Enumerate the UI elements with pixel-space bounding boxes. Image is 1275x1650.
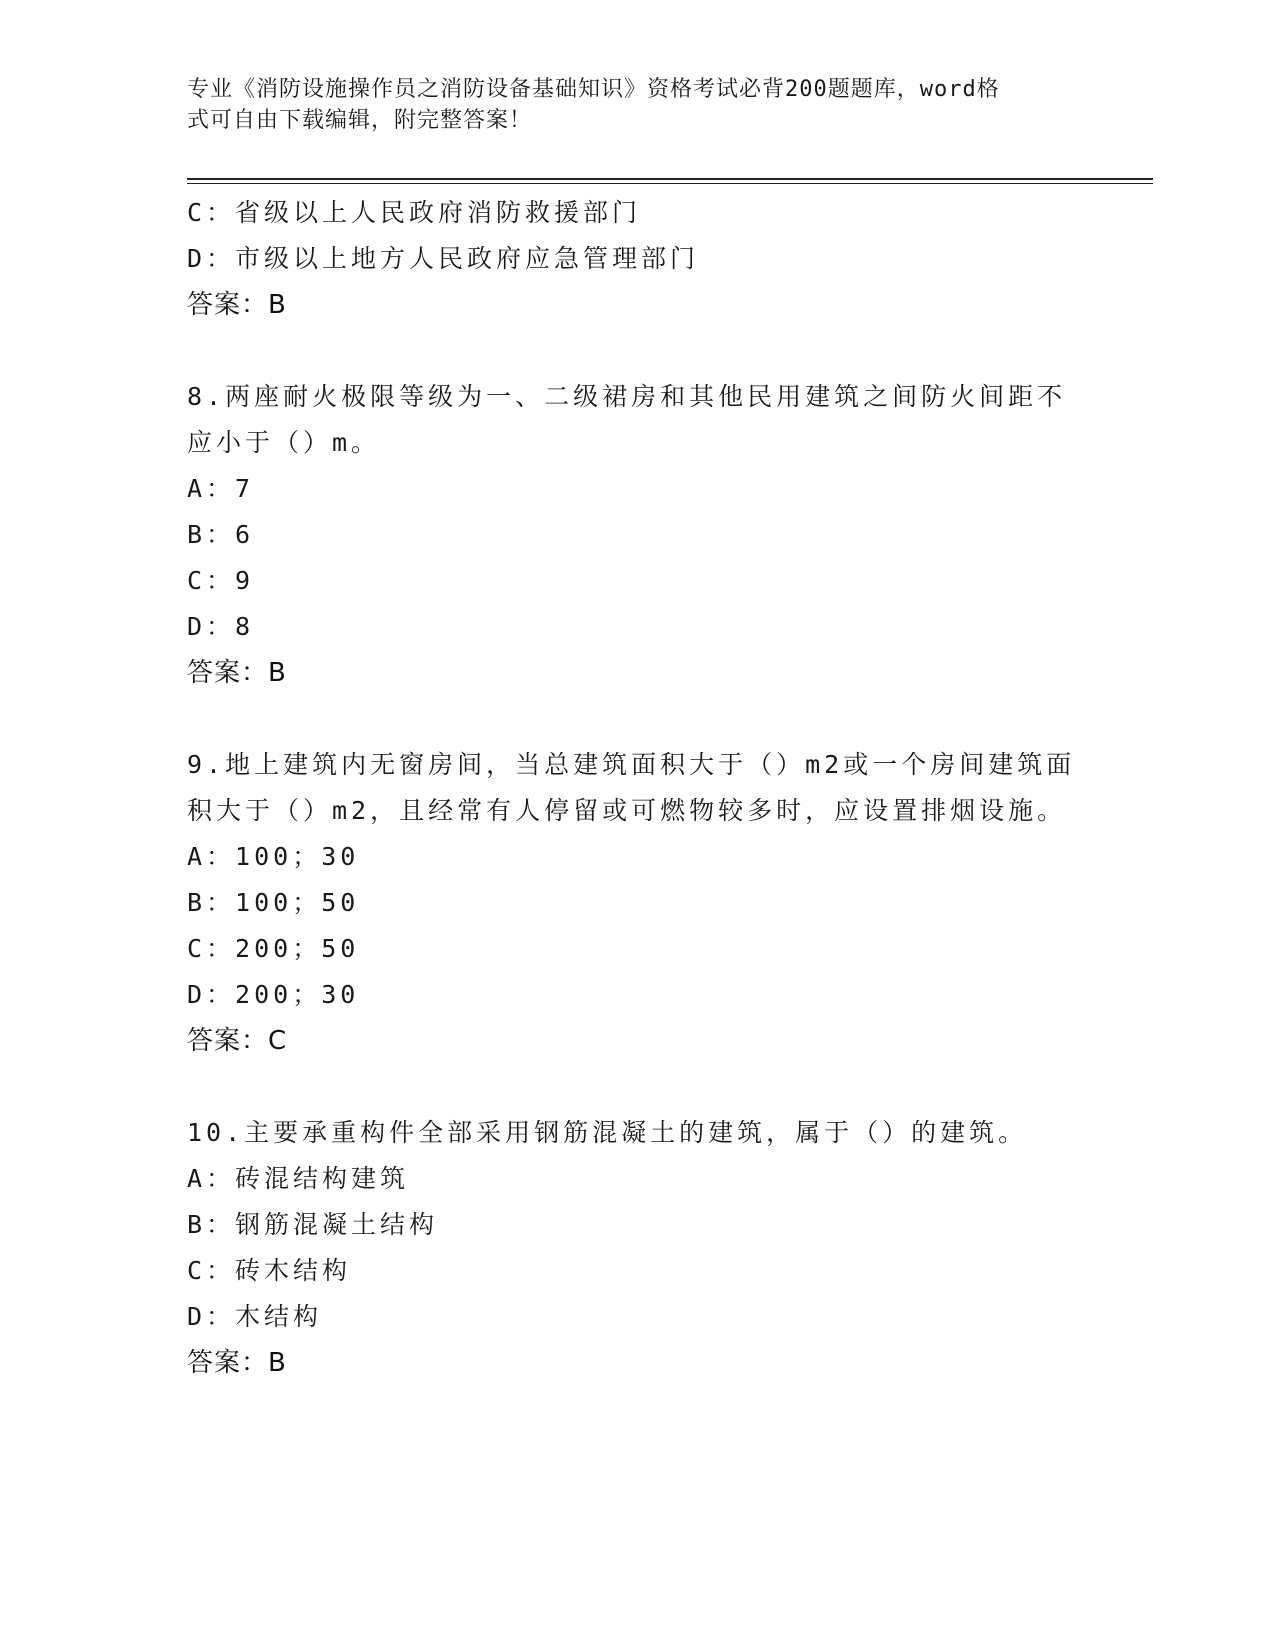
answer-line: 答案：C — [187, 1026, 288, 1056]
option-d: D：8 — [187, 612, 255, 641]
question-gap — [187, 696, 1067, 742]
answer-line: 答案：B — [187, 1348, 287, 1378]
document-body — [187, 190, 1076, 1386]
question-stem-line-2: 应小于（）m。 — [187, 428, 381, 457]
answer-line: 答案：B — [187, 290, 287, 320]
answer-line: 答案：B — [187, 658, 287, 688]
page-header — [187, 74, 1067, 136]
option-b: B：100；50 — [187, 888, 360, 917]
question-7-tail — [187, 190, 1067, 328]
option-b: B：钢筋混凝土结构 — [187, 1210, 439, 1239]
option-a: A：100；30 — [187, 842, 360, 871]
option-d: D：200；30 — [187, 980, 360, 1009]
question-8 — [187, 374, 1067, 696]
question-stem-line-1: 10.主要承重构件全部采用钢筋混凝土的建筑，属于（）的建筑。 — [187, 1118, 1028, 1147]
option-c: C：200；50 — [187, 934, 360, 963]
option-d: D：木结构 — [187, 1302, 323, 1331]
question-stem-line-1: 8.两座耐火极限等级为一、二级裙房和其他民用建筑之间防火间距不 — [187, 382, 1067, 411]
option-c: C：9 — [187, 566, 255, 595]
header-divider — [187, 178, 1153, 180]
header-title-line-2: 式可自由下载编辑，附完整答案！ — [187, 108, 533, 133]
question-stem-line-1: 9.地上建筑内无窗房间，当总建筑面积大于（）m2或一个房间建筑面 — [187, 750, 1076, 779]
option-a: A：7 — [187, 474, 255, 503]
header-title-line-1: 专业《消防设施操作员之消防设备基础知识》资格考试必背200题题库，word格 — [187, 77, 1000, 102]
option-b: B：6 — [187, 520, 255, 549]
option-a: A：砖混结构建筑 — [187, 1164, 410, 1193]
question-stem-line-2: 积大于（）m2，且经常有人停留或可燃物较多时，应设置排烟设施。 — [187, 796, 1067, 825]
option-c: C：省级以上人民政府消防救援部门 — [187, 198, 642, 227]
question-gap — [187, 328, 1067, 374]
question-gap — [187, 1064, 1067, 1110]
option-d: D：市级以上地方人民政府应急管理部门 — [187, 244, 700, 273]
question-9 — [187, 742, 1076, 1064]
question-10 — [187, 1110, 1067, 1386]
option-c: C：砖木结构 — [187, 1256, 352, 1285]
